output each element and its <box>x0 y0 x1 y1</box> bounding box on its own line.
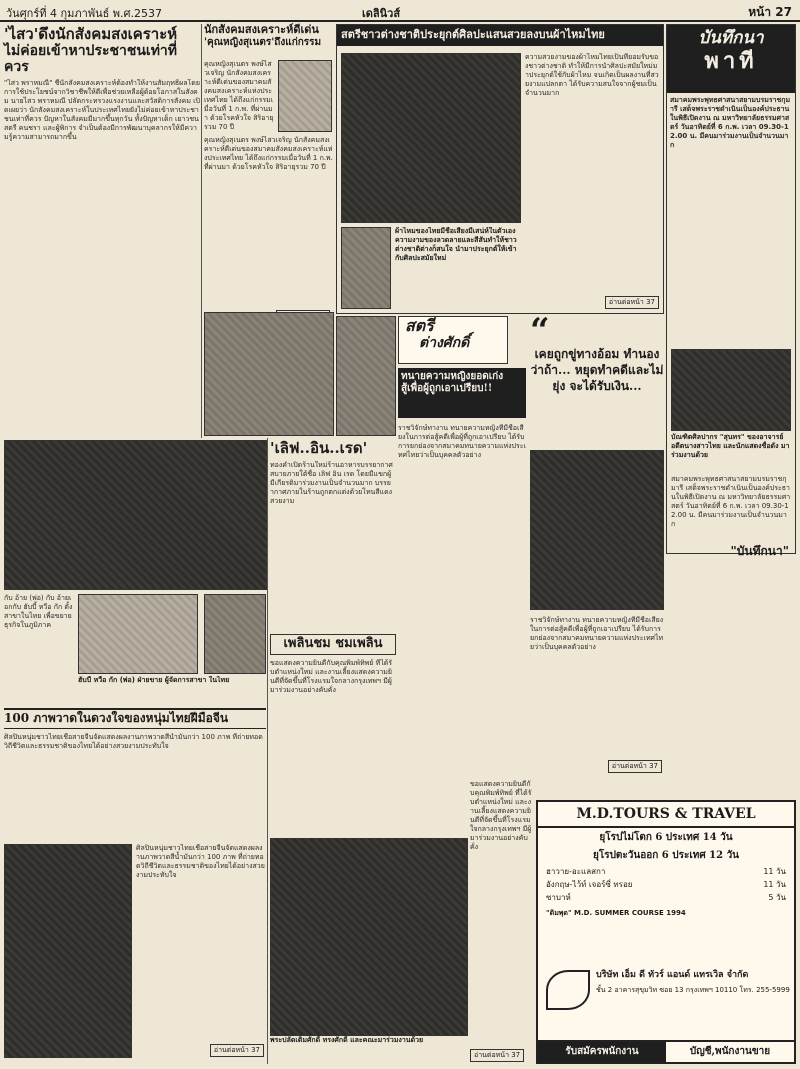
ad-trip-route: อังกฤษ-ไว้ท์ เจอร์ซี่ ทรอย <box>546 880 633 890</box>
sunet-body: คุณหญิงสุเนตร พงษ์ไสวเจริญ นักสังคมสงเคราะห์ดีเด่นของสมาคมสังคมสงเคราะห์แห่งประเทศไทย ได้ถึงแก่กรรมเมื่อวันที่ 1 ก.พ. ที่ผ่านมา ด้วยโรคหัวใจ สิริอายุรวม 70 ปี <box>204 136 333 171</box>
ad-address: ชั้น 2 อาคารสุขุมวิท ซอย 13 กรุงเทพฯ 10110 โทร. 255-5999 <box>596 986 790 994</box>
women-banner-2: ต่างศักดิ์ <box>419 335 470 352</box>
ad-summer-course: "ดิมพุด" M.D. SUMMER COURSE 1994 <box>546 909 686 918</box>
ad-trip-row <box>546 891 786 904</box>
column-caption: บัณฑิตศิลปากร "สุนทร" ของอาจารย์ อดีตนางสาวไทย และนักแสดงชื่อดัง มาร่วมงานด้วย <box>671 433 790 459</box>
pleasure-section <box>270 634 396 834</box>
pleasure-photo <box>270 838 468 1036</box>
sunet-headline-2: 'คุณหญิงสุเนตร'ถึงแก่กรรม <box>204 36 322 48</box>
love-in-red-headline: 'เลิฟ..อิน..เรด' <box>270 439 368 457</box>
sunet-headline-1: นักสังคมสงเคราะห์ดีเด่น <box>204 23 319 36</box>
ad-company: บริษัท เอ็ม ดี ทัวร์ แอนด์ แทรเวิล จำกัด <box>596 970 749 980</box>
pleasure-headline: เพลินชม ชมเพลิน <box>270 634 396 655</box>
ad-title: M.D.TOURS & TRAVEL <box>538 802 794 828</box>
women-continued: อ่านต่อหน้า 37 <box>608 760 662 773</box>
women-section <box>398 311 664 776</box>
women-banner-1: สตรี <box>405 316 434 335</box>
silk-event-photo <box>336 316 396 436</box>
ad-trip-route: ซาบาห์ <box>546 893 571 903</box>
pleasure-continued: อ่านต่อหน้า 37 <box>470 1049 524 1062</box>
sunet-event-photo <box>204 312 334 436</box>
open-quote-icon: “ <box>530 311 550 351</box>
column-body: สมาคมพระพุทธศาสนาสยามบรมราชกุมารี เสด็จพระราชดำเนินเป็นองค์ประธานในพิธีเปิดงาน ณ มหาวิทยาลัยธรรมศาสตร์ วันอาทิตย์ที่ 6 ก.พ. เวลา 09.30-12.00 น. มีคนมาร่วมงานเป็นจำนวนมาก <box>670 96 791 149</box>
silk-continued: อ่านต่อหน้า 37 <box>605 296 659 309</box>
women-banner <box>398 316 508 364</box>
love-in-red-body: ทองคำเปิดร้านใหม่ร้านอาหารบรรยากาศสบายภายใต้ชื่อ เลิฟ อิน เรด โดยมีแขกผู้มีเกียรติมาร่วมงานเป็นจำนวนมาก บรรยากาศภายในร้านถูกตกแต่งด้วยโทนสีแดงสวยงาม <box>270 461 393 506</box>
painting-photo <box>4 844 132 1058</box>
column-rule <box>267 438 268 1064</box>
women-body-2: ราชวิจักษ์ทางาน ทนายความหญิงที่มีชื่อเสียงในการต่อสู้คดีเพื่อผู้ที่ถูกเอาเปรียบ ได้รับการยกย่องจากสมาคมทนายความแห่งประเทศไทยว่าเป็นบุคคลตัวอย่าง <box>530 616 664 651</box>
profile-document-photo <box>78 594 198 674</box>
ad-trip-days: 5 วัน <box>768 893 786 903</box>
silk-headline: สตรีชาวต่างชาติประยุกต์ศิลปะแสนสวยลงบนผ้าไหมไทย <box>337 25 663 46</box>
love-in-red-photo <box>4 440 268 590</box>
silk-caption: ผ้าไหมของไทยมีชื่อเสียงมีเสน่ห์ในตัวเอง ความงามของลวดลายและสีสันทำให้ชาวต่างชาติต่างก็สนใจ นำมาประยุกต์ให้เข้ากับศิลปะสมัยใหม่ <box>395 227 517 262</box>
love-in-red-photo-block <box>4 440 266 590</box>
column-rule <box>201 24 202 438</box>
profile-block <box>4 594 266 704</box>
women-headline-box <box>398 368 526 418</box>
pleasure-side-text <box>470 780 532 1064</box>
women-body: ราชวิจักษ์ทางาน ทนายความหญิงที่มีชื่อเสียงในการต่อสู้คดีเพื่อผู้ที่ถูกเอาเปรียบ ได้รับการยกย่องจากสมาคมทนายความแห่งประเทศไทยว่าเป็นบุคคลตัวอย่าง <box>398 424 526 459</box>
ad-trip-list <box>538 861 794 908</box>
issue-date: วันศุกร์ที่ 4 กุมภาพันธ์ พ.ศ.2537 <box>6 7 163 20</box>
profile-portrait-photo <box>204 594 266 674</box>
ad-footer-right: บัญชี,พนักงานขาย <box>689 1046 771 1057</box>
sawai-headline-1: 'ไสว'ดึงนักสังคมสงเคราะห์ <box>4 25 178 43</box>
sawai-body: "ไสว พราหมณี" ชี้นักสังคมสงเคราะห์ต้องทำให้งานสัมฤทธิ์ผลโดยการใช้ประโยชน์จากวิชาชีพให้ดีเพื่อช่วยเหลือผู้ด้อยโอกาสในสังคม นายไสว พราหมณี ปลัดกระทรวงแรงงานและสวัสดิการสังคม เปิดเผยว่า นักสังคมสงเคราะห์ในประเทศไทยยังไม่ค่อยเข้าหาประชาชนเท่าที่ควร ปัญหาในสังคมมีมากขึ้นทุกวัน ทั้งปัญหาเด็ก เยาวชน สตรี คนชรา และผู้พิการ จำเป็นต้องมีการพัฒนาบุคลากรให้มีความรู้ความสามารถมากขึ้น <box>4 79 200 142</box>
women-lawyer-photo <box>530 450 664 610</box>
column-name-bottom: พาที <box>704 47 758 74</box>
ad-line-2: ยุโรปตะวันออก 6 ประเทศ 12 วัน <box>592 849 740 861</box>
sunet-photo <box>278 60 332 132</box>
ad-footer <box>538 1040 794 1062</box>
ad-logo-icon <box>546 970 590 1010</box>
ad-line-1: ยุโรปไม่โตก 6 ประเทศ 14 วัน <box>599 832 733 844</box>
silk-story <box>336 24 664 314</box>
column-photo <box>671 349 791 431</box>
ad-trip-row <box>546 878 786 891</box>
paper-name: เดลินิวส์ <box>362 7 401 20</box>
page-number: หน้า 27 <box>748 5 792 19</box>
painting-continued: อ่านต่อหน้า 37 <box>210 1044 264 1057</box>
page-header <box>0 0 800 22</box>
column-body-2: สมาคมพระพุทธศาสนาสยามบรมราชกุมารี เสด็จพระราชดำเนินเป็นองค์ประธานในพิธีเปิดงาน ณ มหาวิทยาลัยธรรมศาสตร์ วันอาทิตย์ที่ 6 ก.พ. เวลา 09.30-12.00 น. มีคนมาร่วมงานเป็นจำนวนมาก <box>671 475 791 528</box>
painting-headline: 100 ภาพวาดในดวงใจของหนุ่มไทยฝีมือจีน <box>4 708 266 729</box>
painting-story <box>4 708 266 1064</box>
silk-body: ความสวยงามของผ้าไหมไทยเป็นที่ยอมรับของชาวต่างชาติ ทำให้มีการนำศิลปะสมัยใหม่มาประยุกต์ใช้กับผ้าไหม จนเกิดเป็นผลงานที่สวยงามแปลกตา ได้รับความสนใจจากผู้ชมเป็นจำนวนมาก <box>525 53 659 97</box>
column-bantuk-na <box>666 24 796 558</box>
sunet-story <box>204 24 334 324</box>
women-quote: เคยถูกขู่ทางอ้อม ทำนองว่าถ้า... หยุดทำคดีและไม่ยุ่ง จะได้รับเงิน... <box>530 347 664 393</box>
column-logo <box>667 25 795 93</box>
column-signature: "บันทึกนา" <box>730 544 789 558</box>
ad-trip-row <box>546 865 786 878</box>
sawai-story <box>4 26 200 436</box>
painting-body-2: ศิลปินหนุ่มชาวไทยเชื้อสายจีนจัดแสดงผลงานภาพวาดสีน้ำมันกว่า 100 ภาพ ที่ถ่ายทอดวิถีชีวิตและธรรมชาติของไทยได้อย่างสวยงามประทับใจ <box>136 844 265 879</box>
profile-body: กับ อ้าย (พ่อ) กับ อ้ายเอกกับ ฮับบี้ หวือ กัก ตั้งสาขาในไทย เพื่อขยายธุรกิจในภูมิภาค <box>4 594 73 629</box>
ad-trip-days: 11 วัน <box>763 880 786 890</box>
sunet-body-top: คุณหญิงสุเนตร พงษ์ไสวเจริญ นักสังคมสงเคราะห์ดีเด่นของสมาคมสังคมสงเคราะห์แห่งประเทศไทย ได้ถึงแก่กรรมเมื่อวันที่ 1 ก.พ. ที่ผ่านมา ด้วยโรคหัวใจ สิริอายุรวม 70 ปี <box>204 60 274 131</box>
sawai-headline-2: ไม่ค่อยเข้าหาประชาชนเท่าที่ควร <box>4 43 178 76</box>
pleasure-body: ขอแสดงความยินดีกับคุณพิมพ์ทิพย์ ที่ได้รับตำแหน่งใหม่ และงานเลี้ยงแสดงความยินดีที่จัดขึ้นที่โรงแรมใจกลางกรุงเทพฯ มีผู้มาร่วมงานอย่างคับคั่ง <box>270 658 393 694</box>
ad-trip-days: 11 วัน <box>763 867 786 877</box>
women-headline-2: สู้เพื่อผู้ถูกเอาเปรียบ!! <box>401 382 493 394</box>
pleasure-caption: พระปลัดเติมศักดิ์ ทรงศักดิ์ และคณะมาร่วมงานด้วย <box>270 1036 424 1044</box>
column-name-top: บันทึกนา <box>698 28 764 48</box>
ad-trip-route: ฮาวาย-อะแลสกา <box>546 867 606 877</box>
silk-photo-large <box>341 53 521 223</box>
love-in-red-story <box>270 440 394 630</box>
md-tours-ad <box>536 800 796 1064</box>
women-quote-box <box>530 311 664 446</box>
painting-body: ศิลปินหนุ่มชาวไทยเชื้อสายจีนจัดแสดงผลงานภาพวาดสีน้ำมันกว่า 100 ภาพ ที่ถ่ายทอดวิถีชีวิตและธรรมชาติของไทยได้อย่างสวยงามประทับใจ <box>4 732 263 750</box>
silk-photo-small <box>341 227 391 309</box>
profile-caption: ฮับบี้ หวือ กัก (พ่อ) ฝ่ายขาย ผู้จัดการสาขา ในไทย <box>78 676 230 684</box>
pleasure-photo-block <box>270 838 466 1064</box>
ad-footer-left: รับสมัครพนักงาน <box>538 1042 666 1062</box>
pleasure-side-body: ขอแสดงความยินดีกับคุณพิมพ์ทิพย์ ที่ได้รับตำแหน่งใหม่ และงานเลี้ยงแสดงความยินดีที่จัดขึ้นที่โรงแรมใจกลางกรุงเทพฯ มีผู้มาร่วมงานอย่างคับคั่ง <box>470 780 532 851</box>
women-headline-1: ทนายความหญิงยอดเก่ง <box>401 371 504 382</box>
